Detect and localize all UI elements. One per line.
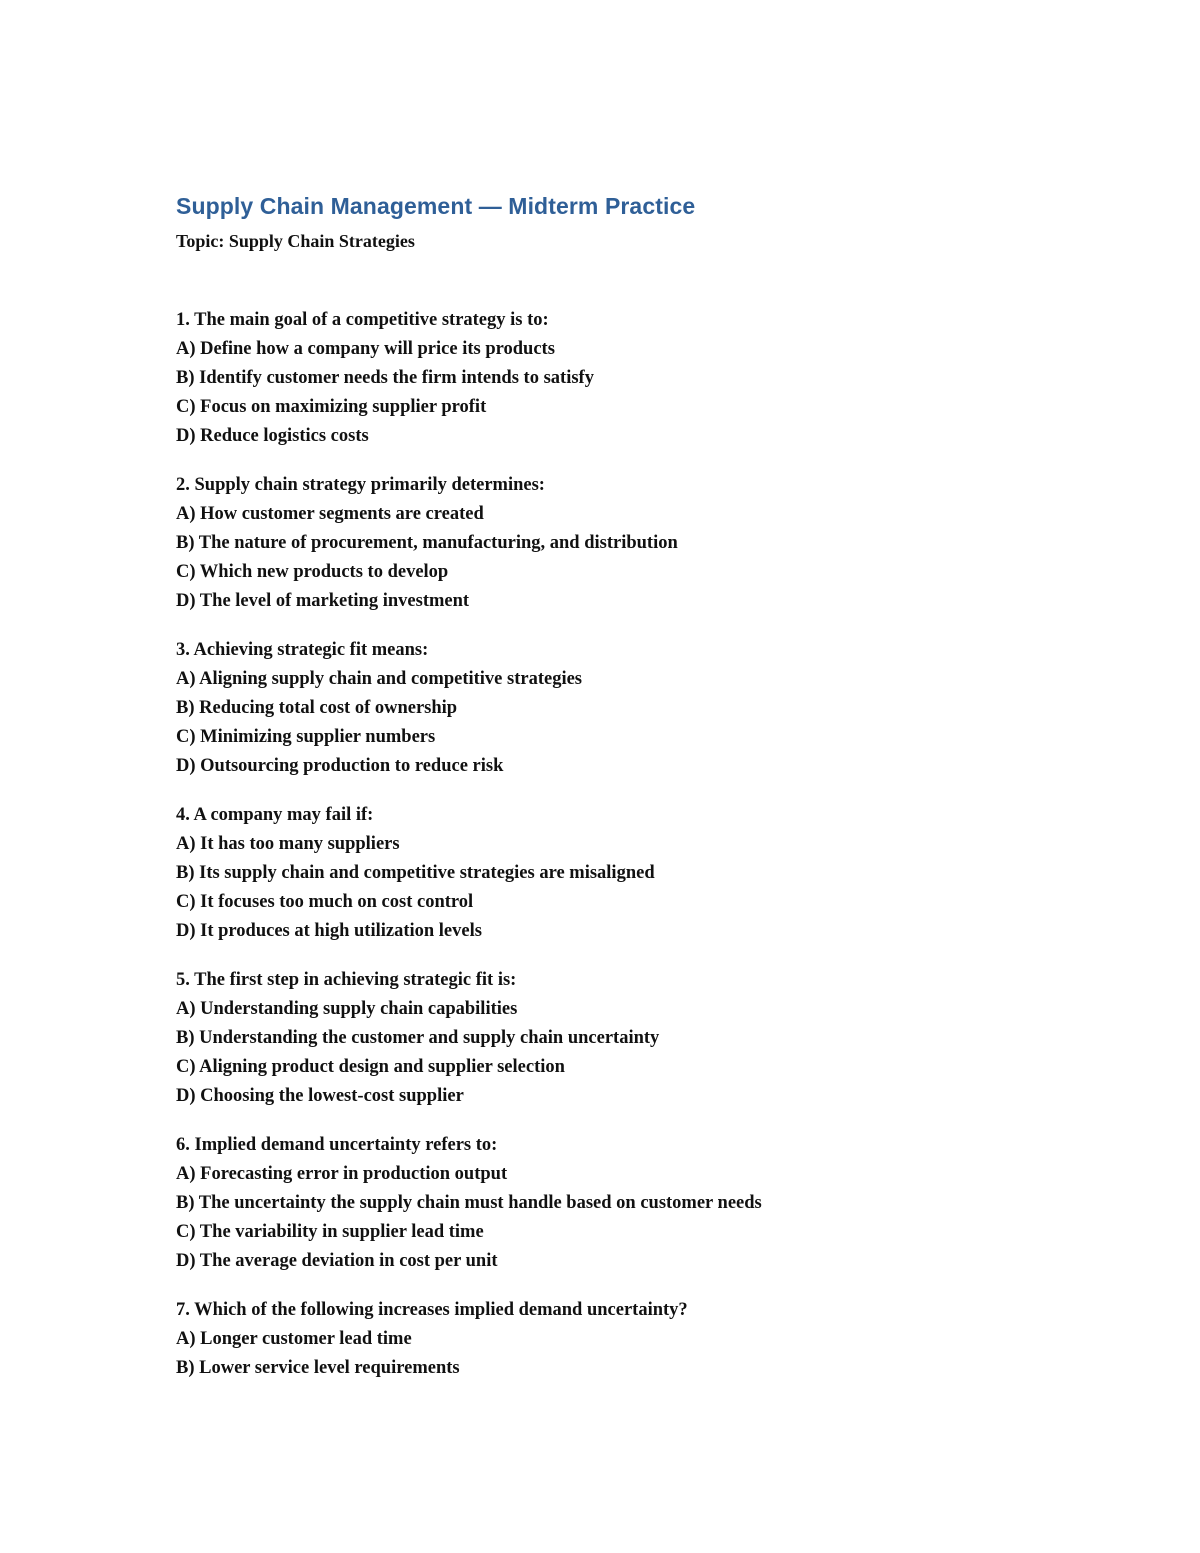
question-3 <box>176 636 1136 781</box>
answer-option: B) Understanding the customer and supply chain uncertainty <box>176 1028 660 1048</box>
answer-option: B) Lower service level requirements <box>176 1358 460 1378</box>
answer-option: B) The uncertainty the supply chain must handle based on customer needs <box>176 1193 762 1213</box>
answer-option: A) Understanding supply chain capabilities <box>176 999 518 1019</box>
question-prompt: 4. A company may fail if: <box>176 805 374 825</box>
answer-option: B) Identify customer needs the firm intends to satisfy <box>176 368 594 388</box>
answer-option: A) It has too many suppliers <box>176 834 400 854</box>
answer-option: A) Longer customer lead time <box>176 1329 412 1349</box>
answer-option: A) Define how a company will price its products <box>176 339 555 359</box>
answer-option: B) The nature of procurement, manufacturing, and distribution <box>176 533 678 553</box>
question-prompt: 3. Achieving strategic fit means: <box>176 640 429 660</box>
document-title: Supply Chain Management — Midterm Practice <box>176 193 696 219</box>
answer-option: C) Minimizing supplier numbers <box>176 727 436 747</box>
question-5 <box>176 966 1136 1111</box>
answer-option: C) Which new products to develop <box>176 562 449 582</box>
answer-option: B) Its supply chain and competitive strategies are misaligned <box>176 863 655 883</box>
question-prompt: 7. Which of the following increases implied demand uncertainty? <box>176 1300 688 1320</box>
answer-option: D) It produces at high utilization levels <box>176 921 482 941</box>
document-topic: Topic: Supply Chain Strategies <box>176 231 415 251</box>
answer-option: C) The variability in supplier lead time <box>176 1222 484 1242</box>
answer-option: D) Choosing the lowest-cost supplier <box>176 1086 464 1106</box>
answer-option: C) Aligning product design and supplier selection <box>176 1057 565 1077</box>
answer-option: A) Forecasting error in production output <box>176 1164 508 1184</box>
answer-option: A) Aligning supply chain and competitive strategies <box>176 669 582 689</box>
answer-option: D) Outsourcing production to reduce risk <box>176 756 504 776</box>
question-1 <box>176 306 1136 451</box>
answer-option: C) It focuses too much on cost control <box>176 892 474 912</box>
answer-option: D) The average deviation in cost per unit <box>176 1251 498 1271</box>
question-prompt: 6. Implied demand uncertainty refers to: <box>176 1135 498 1155</box>
question-6 <box>176 1131 1136 1276</box>
answer-option: D) Reduce logistics costs <box>176 426 369 446</box>
question-7 <box>176 1296 1136 1383</box>
question-2 <box>176 471 1136 616</box>
answer-option: B) Reducing total cost of ownership <box>176 698 458 718</box>
answer-option: D) The level of marketing investment <box>176 591 470 611</box>
answer-option: C) Focus on maximizing supplier profit <box>176 397 487 417</box>
question-prompt: 2. Supply chain strategy primarily determines: <box>176 475 545 495</box>
answer-option: A) How customer segments are created <box>176 504 484 524</box>
question-prompt: 1. The main goal of a competitive strategy is to: <box>176 310 549 330</box>
question-prompt: 5. The first step in achieving strategic fit is: <box>176 970 517 990</box>
document-body <box>176 190 1136 1403</box>
question-4 <box>176 801 1136 946</box>
